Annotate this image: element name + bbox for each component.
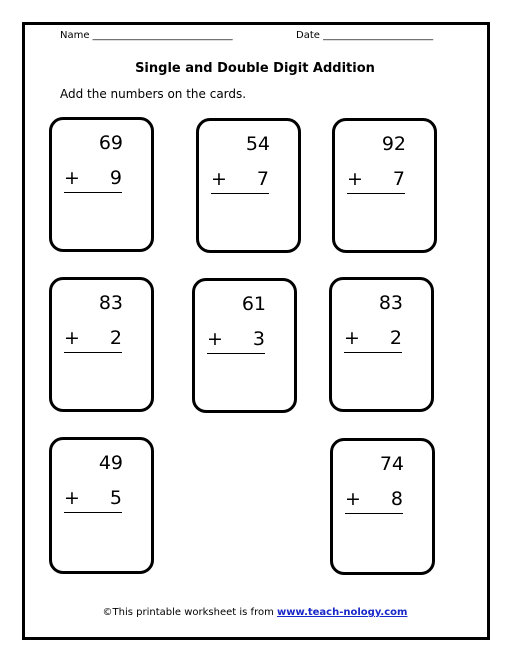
addition-card-4 xyxy=(49,277,154,412)
name-field-label: Name ____________________________ xyxy=(60,30,233,41)
card-top-number: 83 xyxy=(378,292,403,314)
date-field-label: Date ______________________ xyxy=(296,30,434,41)
card-addend-row xyxy=(211,168,269,194)
plus-sign: + xyxy=(64,327,80,349)
card-top-number: 54 xyxy=(245,133,270,155)
plus-sign: + xyxy=(207,328,223,350)
worksheet-title: Single and Double Digit Addition xyxy=(135,61,375,76)
addition-card-7 xyxy=(49,437,154,574)
card-top-number: 83 xyxy=(98,292,123,314)
card-addend: 2 xyxy=(109,327,122,349)
addition-card-1 xyxy=(49,117,154,252)
card-top-number: 92 xyxy=(381,133,406,155)
addition-card-6 xyxy=(329,277,434,412)
card-addend: 9 xyxy=(109,167,122,189)
card-top-number: 74 xyxy=(379,453,404,475)
addition-card-2 xyxy=(196,118,301,253)
plus-sign: + xyxy=(64,167,80,189)
card-addend: 5 xyxy=(109,487,122,509)
card-addend-row xyxy=(345,488,403,514)
addition-card-5 xyxy=(192,278,297,413)
plus-sign: + xyxy=(211,168,227,190)
plus-sign: + xyxy=(64,487,80,509)
card-addend-row xyxy=(64,487,122,513)
card-addend: 8 xyxy=(390,488,403,510)
addition-card-8 xyxy=(330,438,435,575)
card-addend-row xyxy=(347,168,405,194)
footer xyxy=(0,607,510,618)
card-addend: 7 xyxy=(256,168,269,190)
footer-text: ©This printable worksheet is from xyxy=(102,607,277,618)
card-top-number: 69 xyxy=(98,132,123,154)
card-addend-row xyxy=(207,328,265,354)
addition-card-3 xyxy=(332,118,437,253)
card-addend-row xyxy=(344,327,402,353)
footer-link[interactable]: www.teach-nology.com xyxy=(277,607,408,618)
card-addend-row xyxy=(64,327,122,353)
plus-sign: + xyxy=(347,168,363,190)
card-addend: 2 xyxy=(389,327,402,349)
card-addend: 7 xyxy=(392,168,405,190)
plus-sign: + xyxy=(345,488,361,510)
card-addend: 3 xyxy=(252,328,265,350)
plus-sign: + xyxy=(344,327,360,349)
instructions: Add the numbers on the cards. xyxy=(60,87,247,101)
card-top-number: 61 xyxy=(241,293,266,315)
card-addend-row xyxy=(64,167,122,193)
card-top-number: 49 xyxy=(98,452,123,474)
